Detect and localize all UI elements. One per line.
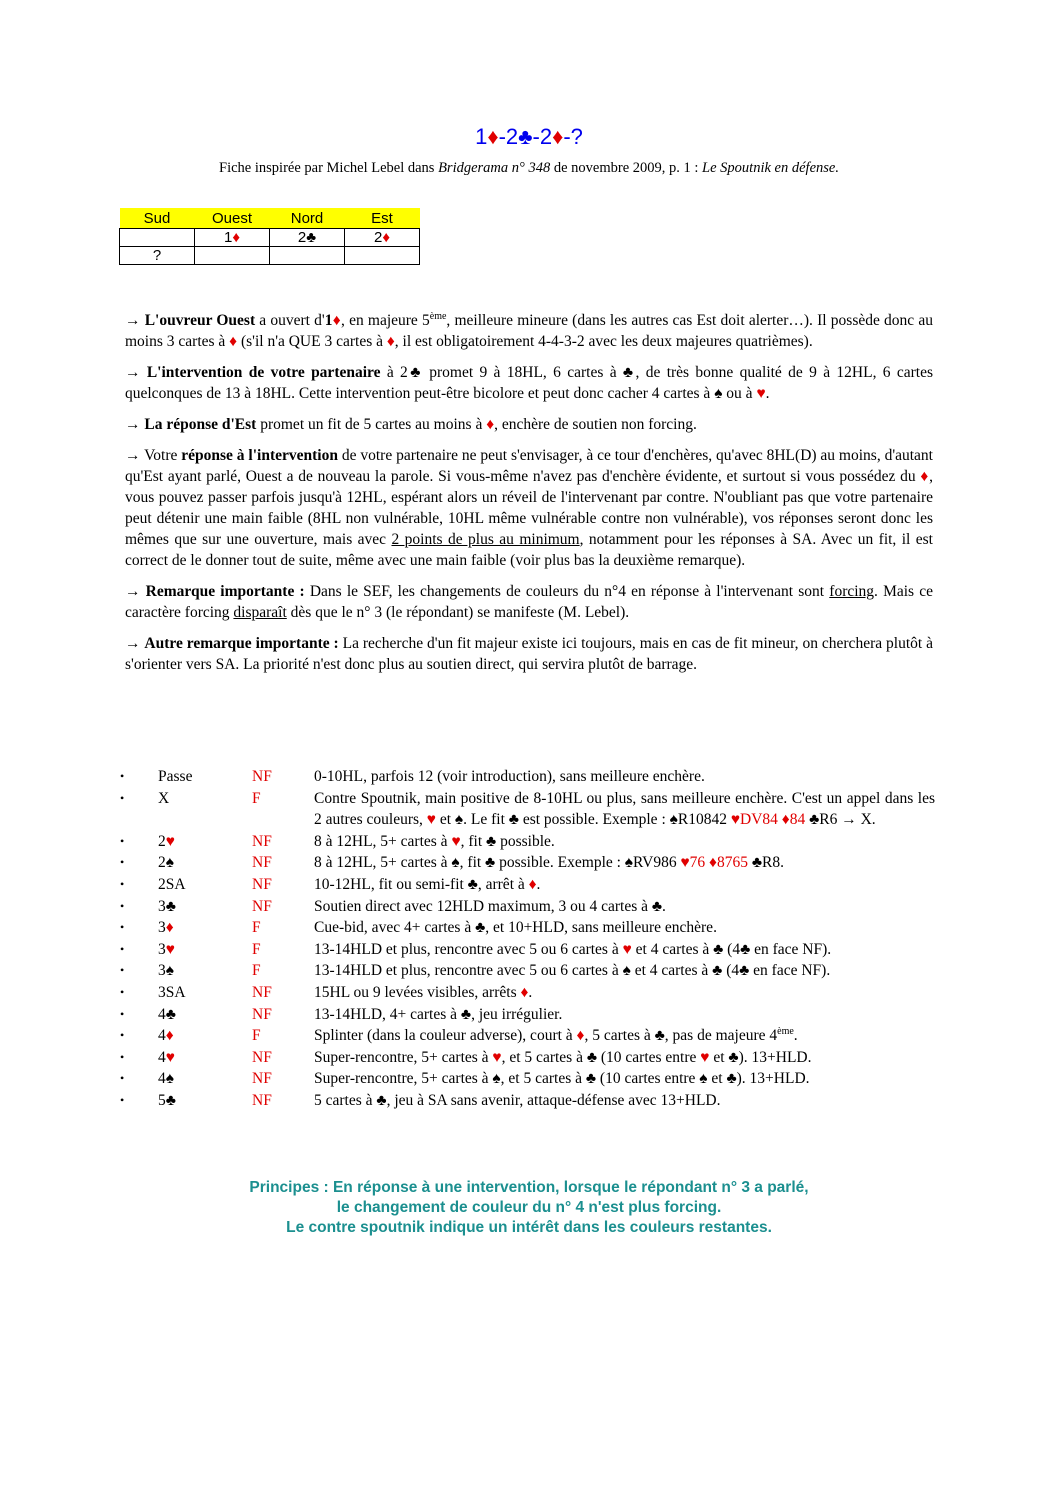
bullet: • xyxy=(120,941,125,956)
intro-paragraphs xyxy=(125,310,933,685)
paragraph-votre-reponse: → Votre réponse à l'intervention de votre partenaire ne peut s'envisager, à ce tour d'enchères, qu'avec 8HL(D) au moins, d'autant qu'Est ayant parlé, Ouest a de nouveau la parole. Si vous-même n'avez pas d'enchère évidente, et surtout si vous possédez du ♦, vous pouvez passer parfois jusqu'à 12HL, espérant alors un réveil de l'intervenant par contre. N'oubliant pas que votre partenaire peut détenir une main faible (8HL non vulnérable, 10HL même vulnérable contre non vulnérable), vos réponses seront donc les mêmes que sur une ouverture, mais avec 2 points de plus au minimum, notamment pour les réponses à SA. Avec un fit, il est correct de le donner tout de suite, même avec une main faible (voir plus bas la deuxième remarque). xyxy=(125,447,933,569)
list-item: • 2♠ NF 8 à 12HL, 5+ cartes à ♠, fit ♣ possible. Exemple : ♠RV986 ♥76 ♦8765 ♣R8. xyxy=(120,852,935,874)
bullet: • xyxy=(120,769,125,783)
bullet: • xyxy=(120,855,125,870)
bullet: • xyxy=(120,1049,125,1064)
header-nord: Nord xyxy=(270,208,345,229)
list-item: • 3♥ F 13-14HLD et plus, rencontre avec 5 ou 6 cartes à ♥ et 4 cartes à ♣ (4♣ en face NF). xyxy=(120,939,935,961)
list-item: • 5♣ NF 5 cartes à ♣, jeu à SA sans avenir, attaque-défense avec 13+HLD. xyxy=(120,1090,935,1112)
paragraph-ouvreur: → L'ouvreur Ouest a ouvert d'1♦, en majeure 5ème, meilleure mineure (dans les autres cas Est doit alerter…). Il possède donc au moins 3 cartes à ♦ (s'il n'a QUE 3 cartes à ♦, il est obligatoirement 4-4-3-2 avec les deux majeures quatrièmes). xyxy=(125,310,933,350)
list-item: • 3♦ F Cue-bid, avec 4+ cartes à ♣, et 10+HLD, sans meilleure enchère. xyxy=(120,917,935,939)
bullet: • xyxy=(120,790,125,805)
bullet: • xyxy=(120,984,125,999)
principles-line: Principes : En réponse à une intervention, lorsque le répondant n° 3 a parlé, xyxy=(249,1179,809,1196)
bullet: • xyxy=(120,963,125,978)
list-item: • 4♦ F Splinter (dans la couleur adverse), court à ♦, 5 cartes à ♣, pas de majeure 4ème. xyxy=(120,1025,935,1047)
principles-box xyxy=(0,1178,1058,1238)
bid-cell xyxy=(120,229,195,247)
paragraph-autre-remarque: → Autre remarque importante : La recherche d'un fit majeur existe ici toujours, mais en cas de fit mineur, on cherchera plutôt à s'orienter vers SA. La priorité n'est donc plus au soutien direct, qui servira plutôt de barrage. xyxy=(125,635,933,673)
bullet: • xyxy=(120,898,125,913)
bid-cell xyxy=(270,247,345,265)
paragraph-intervention: → L'intervention de votre partenaire à 2♣ promet 9 à 18HL, 6 cartes à ♣, de très bonne qualité de 9 à 12HL, 6 cartes quelconques de 13 à 18HL. Cette intervention peut-être bicolore et peut donc cacher 4 cartes à ♠ ou à ♥. xyxy=(125,364,933,402)
bullet: • xyxy=(120,833,125,848)
header-est: Est xyxy=(345,208,420,229)
bullet: • xyxy=(120,876,125,891)
bid-cell xyxy=(195,247,270,265)
bullet: • xyxy=(120,1092,125,1107)
responses-list xyxy=(120,766,935,1112)
list-item: • 2♥ NF 8 à 12HL, 5+ cartes à ♥, fit ♣ possible. xyxy=(120,831,935,853)
header-ouest: Ouest xyxy=(195,208,270,229)
subtitle: Fiche inspirée par Michel Lebel dans Bridgerama n° 348 de novembre 2009, p. 1 : Le Spoutnik en défense. xyxy=(219,160,839,176)
list-item: • 2SA NF 10-12HL, fit ou semi-fit ♣, arrêt à ♦. xyxy=(120,874,935,896)
list-item: • 3SA NF 15HL ou 9 levées visibles, arrêts ♦. xyxy=(120,982,935,1004)
principles-line: Le contre spoutnik indique un intérêt dans les couleurs restantes. xyxy=(286,1219,772,1236)
paragraph-reponse-est: → La réponse d'Est promet un fit de 5 cartes au moins à ♦, enchère de soutien non forcing. xyxy=(125,416,697,433)
list-item: • 3♣ NF Soutien direct avec 12HLD maximum, 3 ou 4 cartes à ♣. xyxy=(120,896,935,918)
list-item: • 4♥ NF Super-rencontre, 5+ cartes à ♥, et 5 cartes à ♣ (10 cartes entre ♥ et ♣). 13+HLD. xyxy=(120,1047,935,1069)
bullet: • xyxy=(120,1006,125,1021)
paragraph-remarque: → Remarque importante : Dans le SEF, les changements de couleurs du n°4 en réponse à l'intervenant sont forcing. Mais ce caractère forcing disparaît dès que le n° 3 (le répondant) se manifeste (M. Lebel). xyxy=(125,583,934,621)
list-item: • 4♣ NF 13-14HLD, 4+ cartes à ♣, jeu irrégulier. xyxy=(120,1004,935,1026)
principles-line: le changement de couleur du n° 4 n'est plus forcing. xyxy=(336,1199,722,1216)
page-title: 1♦-2♣-2♦-? xyxy=(475,124,583,149)
bid-cell: 1♦ xyxy=(195,229,270,247)
list-item: • X F Contre Spoutnik, main positive de 8-10HL ou plus, sans meilleure enchère. C'est un appel dans les 2 autres couleurs, ♥ et ♠. Le fit ♣ est possible. Exemple : ♠R10842 ♥DV84 ♦84 ♣R6 → X. xyxy=(120,788,935,831)
bullet: • xyxy=(120,920,125,935)
bid-cell: ? xyxy=(120,247,195,265)
list-item: • 3♠ F 13-14HLD et plus, rencontre avec 5 ou 6 cartes à ♠ et 4 cartes à ♣ (4♣ en face NF). xyxy=(120,960,935,982)
bid-cell: 2♦ xyxy=(345,229,420,247)
bid-cell xyxy=(345,247,420,265)
bidding-table xyxy=(119,208,420,265)
bullet: • xyxy=(120,1028,125,1043)
header-sud: Sud xyxy=(120,208,195,229)
bullet: • xyxy=(120,1071,125,1086)
list-item: • 4♠ NF Super-rencontre, 5+ cartes à ♠, et 5 cartes à ♣ (10 cartes entre ♠ et ♣). 13+HLD. xyxy=(120,1068,935,1090)
bid-cell: 2♣ xyxy=(270,229,345,247)
list-item: • Passe NF 0-10HL, parfois 12 (voir introduction), sans meilleure enchère. xyxy=(120,766,935,788)
